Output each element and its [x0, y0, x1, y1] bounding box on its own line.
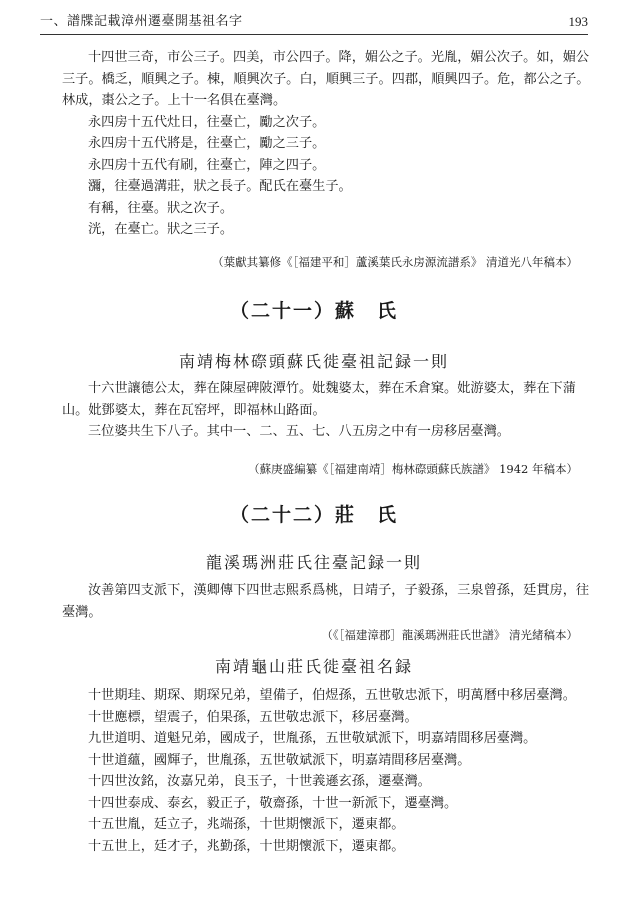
running-header	[40, 10, 588, 35]
subtitle-zhuang-longxi: 龍溪瑪洲莊氏往臺記録一則	[205, 553, 422, 572]
source-citation: （蘇庚盛編纂《［福建南靖］梅林磜頭蘇氏族譜》 1942 年稿本）	[248, 462, 578, 476]
subtitle-zhuang-nanjing: 南靖龜山莊氏徙臺祖名録	[214, 657, 413, 676]
zhuang-nanjing-entries	[62, 685, 590, 857]
section-title-zhuang: （二十二）莊 氏	[229, 504, 398, 526]
top-entries	[62, 47, 590, 241]
entry-line: 十世應標，望震子，伯果孫，五世敬忠派下，移居臺灣。	[88, 709, 418, 725]
source-citation: （《［福建漳郡］龍溪瑪洲莊氏世譜》 清光緒稿本）	[321, 628, 578, 642]
entry-line: 十四世汝銘，汝嘉兄弟，良玉子，十世義遜玄孫，遷臺灣。	[88, 774, 431, 789]
section-title-su: （二十一）蘇 氏	[229, 300, 398, 322]
zhuang-longxi-entry	[62, 580, 590, 623]
source-citation: （葉獻其纂修《［福建平和］蘆溪葉氏永房源流譜系》 清道光八年稿本）	[212, 255, 578, 269]
entry-line: 十世期珪、期琛、期琛兄弟，望備子，伯煜孫，五世敬忠派下，明萬曆中移居臺灣。	[88, 688, 576, 703]
top-paragraph: 十四世三奇，市公三子。四美，市公四子。降，媚公之子。光胤，媚公次子。如，媚公三子。橋乏，順興之子。棟，順興次子。白，順興三子。四郡，順興四子。危，都公之子。林成，棗公之子。上十一名俱在臺灣。	[62, 50, 590, 108]
page-number: 193	[568, 14, 588, 29]
su-paragraph: 三位婆共生下八子。其中一、二、五、七、八五房之中有一房移居臺灣。	[88, 424, 510, 439]
running-title: 一、譜牒記載漳州遷臺開基祖名字	[40, 14, 243, 29]
entry-line: 永四房十五代將是，往臺亡，勵之三子。	[88, 136, 326, 151]
zhuang-paragraph: 汝善第四支派下，漢卿傳下四世志熙系爲桃，日靖子，子毅孫，三泉曾孫，廷貫房，往臺灣。	[62, 583, 590, 620]
su-entries	[62, 378, 590, 443]
entry-line: 洸，在臺亡。狀之三子。	[88, 222, 234, 237]
entry-line: 九世道明、道魁兄弟，國成子，世胤孫，五世敬斌派下，明嘉靖間移居臺灣。	[88, 731, 537, 746]
entry-line: 十五世上，廷才子，兆勤孫，十世期懷派下，遷東都。	[88, 838, 405, 854]
entry-line: 十四世泰成、泰玄，毅正子，敬齋孫，十世一新派下，遷臺灣。	[88, 795, 458, 811]
subtitle-su-record: 南靖梅林磜頭蘇氏徙臺祖記録一則	[178, 352, 449, 371]
entry-line: 永四房十五代灶日，往臺亡，勵之次子。	[88, 114, 326, 130]
entry-line: 永四房十五代有刷，往臺亡，陣之四子。	[88, 157, 326, 173]
entry-line: 有稱，往臺。狀之次子。	[88, 200, 234, 216]
entry-line: 十五世胤，廷立子，兆端孫，十世期懷派下，遷東都。	[88, 817, 405, 832]
su-paragraph: 十六世讓德公太，葬在陳屋碑陂潭竹。妣魏婆太，葬在禾倉窠。妣游婆太，葬在下蒲山。妣鄧婆太，葬在瓦窑坪，即福林山路面。	[62, 381, 576, 418]
entry-line: 瀰，往臺過溝莊，狀之長子。配氏在臺生子。	[88, 179, 352, 194]
entry-line: 十世道蘊，國輝子，世胤孫，五世敬斌派下，明嘉靖間移居臺灣。	[88, 752, 471, 768]
